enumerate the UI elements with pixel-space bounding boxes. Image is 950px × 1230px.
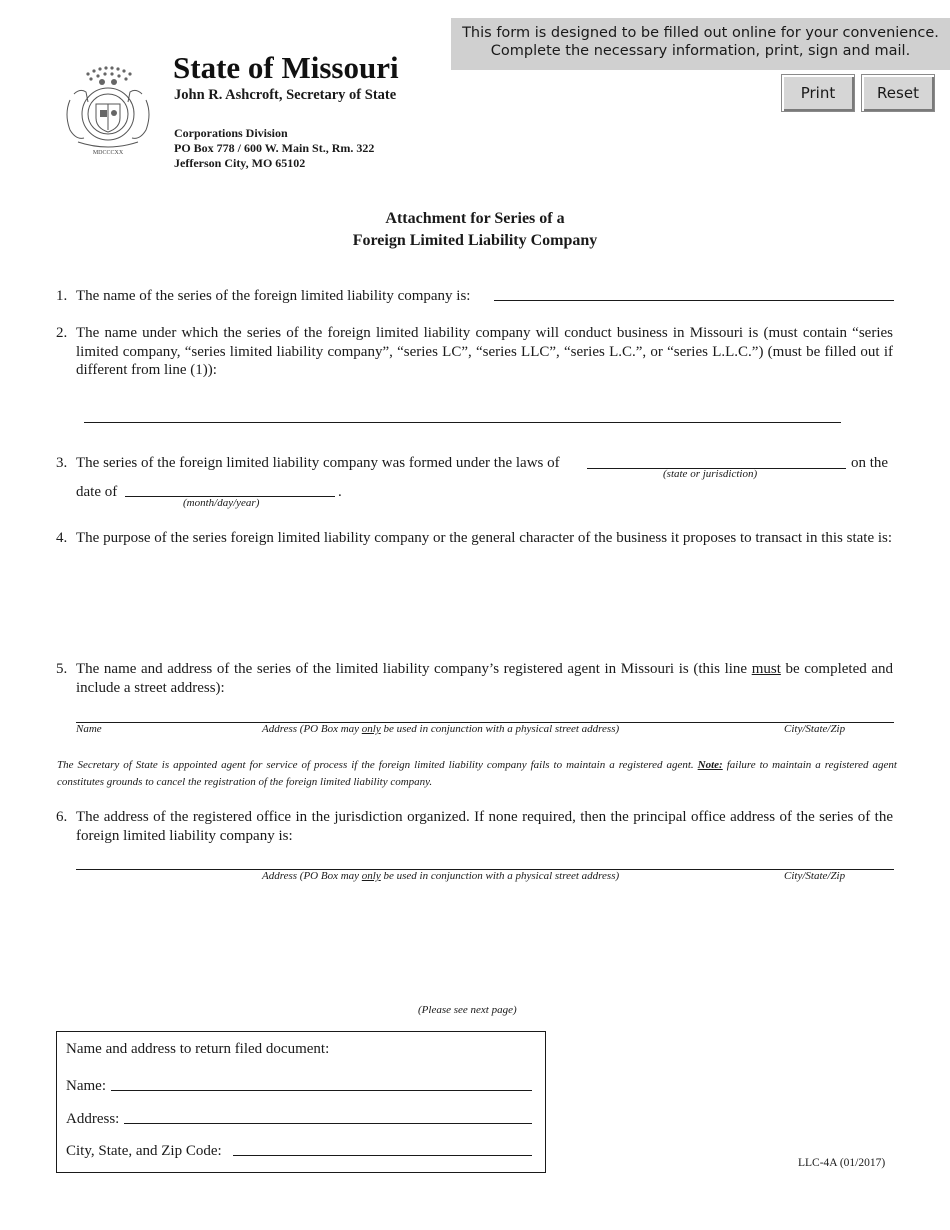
banner-line-2: Complete the necessary information, print, sign and mail.	[490, 43, 911, 59]
registered-agent-notice	[57, 757, 897, 791]
division-name: Corporations Division	[174, 126, 288, 140]
item-5-text-a: The name and address of the series of the limited liability company’s registered agent in Missouri is (this line	[76, 661, 748, 677]
item-1-text: The name of the series of the foreign limited liability company is:	[76, 288, 471, 304]
series-name-field[interactable]	[494, 300, 894, 301]
return-box-title: Name and address to return filed document:	[66, 1041, 330, 1057]
form-title-line-1: Attachment for Series of a	[385, 210, 565, 227]
item-6-text: The address of the registered office in the jurisdiction organized. If none required, then the principal office address of the series of the foreign limited liability company is:	[76, 809, 893, 844]
state-jurisdiction-hint: (state or jurisdiction)	[663, 468, 758, 480]
form-id: LLC-4A (01/2017)	[798, 1157, 886, 1169]
address-hint-a-2: Address (PO Box may	[262, 870, 360, 882]
office-city-hint: City/State/Zip	[784, 870, 846, 882]
address-hint-only: only	[361, 723, 381, 735]
agent-address-hint	[262, 723, 619, 735]
banner-line-1: This form is designed to be filled out online for your convenience.	[462, 25, 939, 41]
item-3-date-of: date of	[76, 484, 118, 500]
item-2-number: 2.	[56, 325, 68, 341]
return-name-label: Name:	[66, 1078, 106, 1094]
address-hint-b-2: be used in conjunction with a physical street address)	[383, 870, 620, 882]
form-title-line-2: Foreign Limited Liability Company	[352, 232, 598, 249]
item-3-period: .	[338, 484, 342, 500]
return-address-field[interactable]	[124, 1123, 532, 1124]
purpose-field[interactable]	[76, 572, 893, 652]
item-3-number: 3.	[56, 455, 68, 471]
secretary-name: John R. Ashcroft, Secretary of State	[174, 87, 397, 103]
return-address-box	[56, 1031, 546, 1173]
return-address-label: Address:	[66, 1111, 120, 1127]
agent-name-label: Name	[76, 723, 102, 735]
see-next-page: (Please see next page)	[418, 1004, 517, 1016]
item-6-number: 6.	[56, 809, 68, 825]
return-city-field[interactable]	[233, 1155, 532, 1156]
address-hint-b: be used in conjunction with a physical street address)	[383, 723, 620, 735]
notice-note-label: Note:	[697, 759, 723, 771]
item-3-on-the: on the	[851, 455, 889, 471]
seal-year: MDCCCXX	[92, 150, 124, 156]
office-address-hint	[262, 870, 619, 882]
item-2-text: The name under which the series of the foreign limited liability company will conduct business in Missouri is (must contain “series limited company, “series limited liability company”, “series LC”, “series LLC”, “series L.C.”, or “series L.L.C.”) (must be filled out if different from line (1)):	[76, 325, 893, 378]
reset-button[interactable]: Reset	[861, 74, 935, 112]
item-5-text	[76, 660, 893, 697]
agent-city-hint: City/State/Zip	[784, 723, 846, 735]
missouri-seal-icon	[58, 60, 158, 160]
item-5-text-b: be completed and include a street address):	[76, 661, 894, 696]
notice-note-text: failure to maintain a registered agent constitutes grounds to cancel the registration of the foreign limited liability company.	[57, 759, 897, 788]
division-po-box: PO Box 778 / 600 W. Main St., Rm. 322	[174, 141, 375, 155]
print-button[interactable]: Print	[781, 74, 855, 112]
address-hint-only-2: only	[361, 870, 381, 882]
item-5-number: 5.	[56, 661, 68, 677]
return-name-field[interactable]	[111, 1090, 532, 1091]
item-4-text: The purpose of the series foreign limited liability company or the general character of the business it proposes to transact in this state is:	[76, 530, 893, 546]
business-name-field[interactable]	[84, 422, 841, 423]
division-city: Jefferson City, MO 65102	[174, 156, 306, 170]
item-3-text: The series of the foreign limited liability company was formed under the laws of	[76, 455, 560, 471]
item-4-number: 4.	[56, 530, 68, 546]
item-1-number: 1.	[56, 288, 68, 304]
online-form-banner	[451, 18, 950, 70]
notice-text: The Secretary of State is appointed agent for service of process if the foreign limited liability company fails to maintain a registered agent.	[57, 759, 694, 771]
address-hint-a: Address (PO Box may	[262, 723, 360, 735]
date-format-hint: (month/day/year)	[183, 497, 260, 509]
item-5-must: must	[751, 661, 781, 677]
return-city-label: City, State, and Zip Code:	[66, 1143, 222, 1159]
state-title: State of Missouri	[173, 50, 399, 85]
